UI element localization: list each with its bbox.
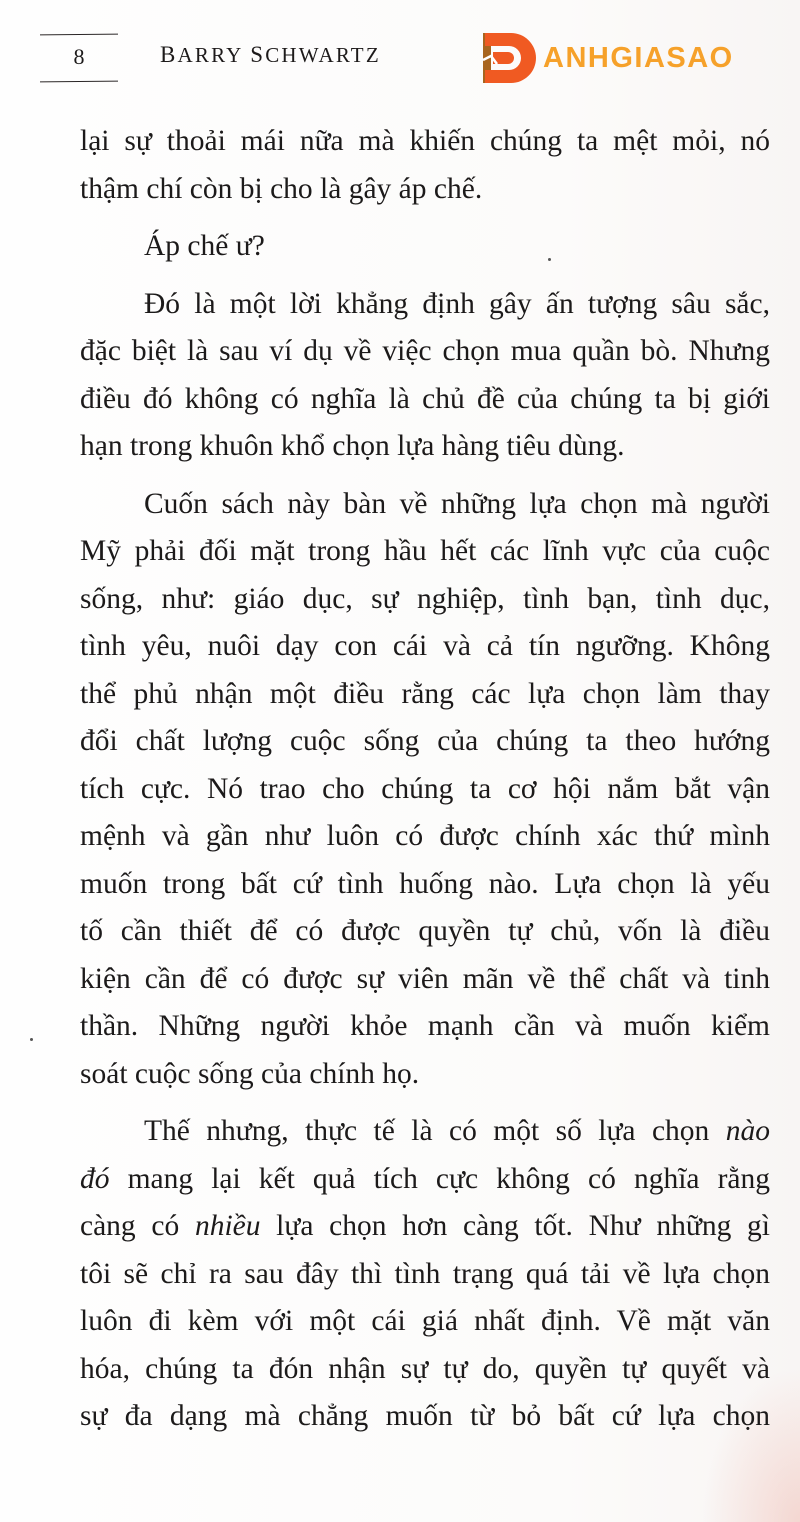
text-line: càng có nhiều lựa chọn hơn càng tốt. Như những gì [80,1210,771,1242]
text-line: sự đa dạng mà chẳng muốn từ bỏ bất cứ lựa chọn [80,1400,770,1432]
text-line: tố cần thiết để có được quyền tự chủ, vốn là điều [80,915,770,947]
text-line: đặc biệt là sau ví dụ về việc chọn mua quần bò. Nhưng [80,335,770,367]
body-text [80,118,770,1441]
text-line: Mỹ phải đối mặt trong hầu hết các lĩnh vực của cuộc [80,535,770,567]
text-line: Thế nhưng, thực tế là có một số lựa chọn nào [144,1115,770,1147]
text-line: thần. Những người khỏe mạnh cần và muốn kiểm [80,1010,770,1042]
text-line: đổi chất lượng cuộc sống của chúng ta theo hướng [80,725,770,757]
text-line: thể phủ nhận một điều rằng các lựa chọn làm thay [80,677,770,710]
text-line: sống, như: giáo dục, sự nghiệp, tình bạn, tình dục, [80,582,770,615]
text-line: tích cực. Nó trao cho chúng ta cơ hội nắm bắt vận [80,772,770,805]
text-line: thậm chí còn bị cho là gây áp chế. [80,172,483,205]
paragraph [80,223,770,271]
text-line: hóa, chúng ta đón nhận sự tự do, quyền tự quyết và [80,1352,770,1385]
author-name: BARRY SCHWARTZ [160,42,381,67]
text-line: luôn đi kèm với một cái giá nhất định. Về mặt văn [80,1305,770,1337]
watermark-logo [483,29,734,87]
text-line: tình yêu, nuôi dạy con cái và cả tín ngưỡng. Không [80,630,770,662]
print-speck [30,1038,33,1041]
text-line: Cuốn sách này bàn về những lựa chọn mà người [144,487,770,520]
text-line: mệnh và gần như luôn có được chính xác thứ mình [80,820,770,852]
text-line: kiện cần để có được sự viên mãn về thể chất và tinh [80,962,770,995]
text-line: soát cuộc sống của chính họ. [80,1057,420,1090]
paragraph [80,281,770,471]
text-line: hạn trong khuôn khổ chọn lựa hàng tiêu dùng. [80,430,625,462]
logo-d-icon [483,30,541,86]
text-line: đó mang lại kết quả tích cực không có nghĩa rằng [80,1162,770,1195]
text-line: Áp chế ư? [144,230,265,262]
page-number: 8 [40,34,118,83]
text-line: Đó là một lời khẳng định gây ấn tượng sâu sắc, [144,287,770,320]
text-line: muốn trong bất cứ tình huống nào. Lựa chọn là yếu [80,867,770,900]
print-speck [548,258,551,261]
text-line: lại sự thoải mái nữa mà khiến chúng ta mệt mỏi, nó [80,125,770,157]
paragraph [80,1108,770,1441]
paragraph [80,481,770,1099]
text-line: tôi sẽ chỉ ra sau đây thì tình trạng quá tải về lựa chọn [80,1257,770,1290]
watermark-text: ANHGIASAO [543,41,734,74]
paragraph [80,118,770,213]
text-line: điều đó không có nghĩa là chủ đề của chúng ta bị giới [80,382,770,415]
